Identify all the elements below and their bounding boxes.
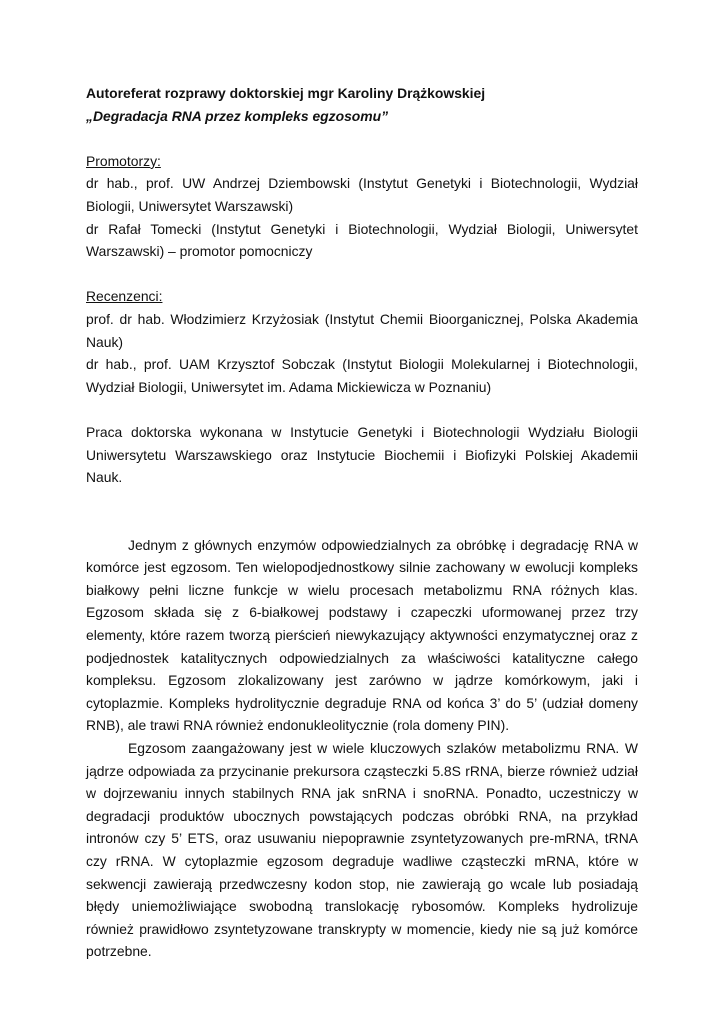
reviewer-item: prof. dr hab. Włodzimierz Krzyżosiak (Instytut Chemii Bioorganicznej, Polska Akademia Nauk) <box>86 310 638 350</box>
document-page <box>86 82 638 963</box>
spacer <box>86 398 638 421</box>
spacer <box>86 263 638 286</box>
body-paragraph: Jednym z głównych enzymów odpowiedzialnych za obróbkę i degradację RNA w komórce jest egzosom. Ten wielopodjednostkowy silnie zachowany w ewolucji kompleks białkowy pełni liczne funkcje w wielu procesach metabolizmu RNA różnych klas. Egzosom składa się z 6-białkowej podstawy i czapeczki uformowanej przez trzy elementy, które razem tworzą pierścień niewykazujący aktywności enzymatycznej oraz z podjednostek katalitycznych odpowiedzialnych za właściwości katalityczne całego kompleksu. Egzosom zlokalizowany jest zarówno w jądrze komórkowym, jaki i cytoplazmie. Kompleks hydrolitycznie degraduje RNA od końca 3’ do 5’ (udział domeny RNB), ale trawi RNA również endonukleolitycznie (rola domeny PIN). <box>86 536 638 734</box>
spacer <box>86 489 638 534</box>
promoter-item: dr hab., prof. UW Andrzej Dziembowski (Instytut Genetyki i Biotechnologii, Wydział Biologii, Uniwersytet Warszawski) <box>86 175 638 214</box>
spacer <box>86 127 638 150</box>
document-subtitle: „Degradacja RNA przez kompleks egzosomu” <box>86 107 389 124</box>
body-paragraph: Egzosom zaangażowany jest w wiele kluczowych szlaków metabolizmu RNA. W jądrze odpowiada za przycinanie prekursora cząsteczki 5.8S rRNA, bierze również udział w dojrzewaniu innych stabilnych RNA jak snRNA i snoRNA. Ponadto, uczestniczy w degradacji produktów ubocznych powstających podczas obróbki RNA, na przykład intronów czy 5’ ETS, oraz usuwaniu niepoprawnie zsyntetyzowanych pre-mRNA, tRNA czy rRNA. W cytoplazmie egzosom degraduje wadliwe cząsteczki mRNA, które w sekwencji zawierają przedwczesny kodon stop, nie zawierają go wcale lub posiadają błędy uniemożliwiające swobodną translokację rybosomów. Kompleks hydrolizuje również prawidłowo zsyntetyzowane transkrypty w momencie, kiedy nie są już komórce potrzebne. <box>86 740 638 960</box>
reviewers-heading: Recenzenci: <box>86 288 163 305</box>
promoter-item: dr Rafał Tomecki (Instytut Genetyki i Biotechnologii, Wydział Biologii, Uniwersytet Warszawski) – promotor pomocniczy <box>86 220 638 260</box>
promoters-heading: Promotorzy: <box>86 152 161 169</box>
document-title: Autoreferat rozprawy doktorskiej mgr Karoliny Drążkowskiej <box>86 85 486 101</box>
reviewer-item: dr hab., prof. UAM Krzysztof Sobczak (Instytut Biologii Molekularnej i Biotechnologii, Wydział Biologii, Uniwersytet im. Adama Mickiewicza w Poznaniu) <box>86 356 638 395</box>
institution-note: Praca doktorska wykonana w Instytucie Genetyki i Biotechnologii Wydziału Biologii Uniwersytetu Warszawskiego oraz Instytucie Biochemii i Biofizyki Polskiej Akademii Nauk. <box>86 423 638 486</box>
